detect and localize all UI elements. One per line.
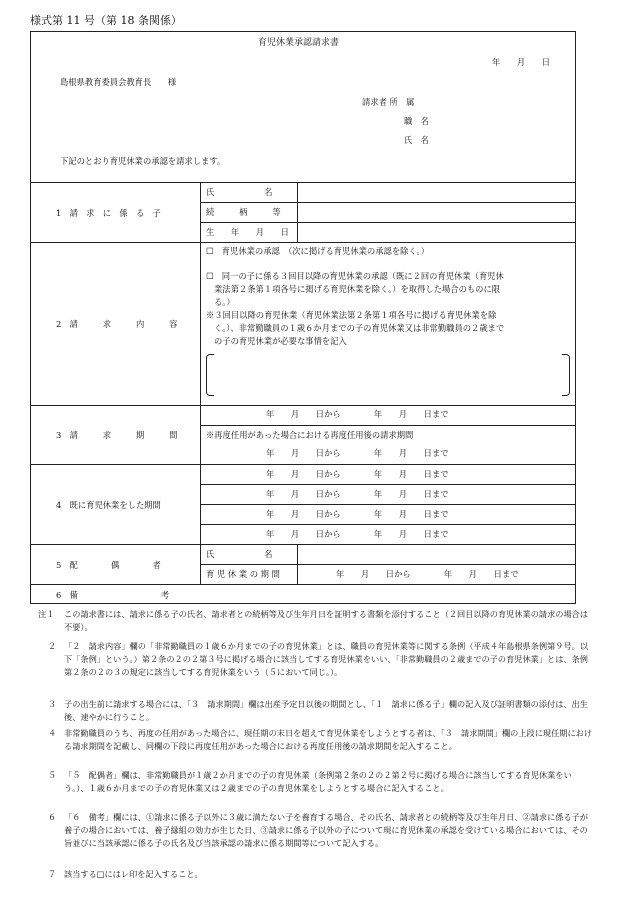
section5-label: 5 配 偶 者 — [56, 560, 161, 570]
option-third-leave-line2: 業法第２条第１項各号に掲げる育児休業を除く。）を取得した場合のものに限 — [214, 284, 501, 294]
section4-label: 4 既に育児休業をした期間 — [56, 500, 161, 510]
note-number: ６ — [48, 812, 57, 822]
reason-note-line2: く。）、非常勤職員の１歳６か月までの子の育児休業又は非常勤職員の２歳まで — [214, 323, 505, 333]
intro-text: 下記のとおり育児休業の承認を請求します。 — [60, 156, 226, 166]
child-birth-field[interactable] — [300, 224, 574, 240]
requester-affiliation-label: 請求者 所 属 — [362, 97, 415, 107]
requester-post-label: 職 名 — [404, 116, 429, 126]
requester-name-label: 氏 名 — [404, 135, 429, 145]
note-number: ５ — [48, 770, 57, 780]
note-number: 注１ — [38, 609, 55, 619]
note-text: 「２ 請求内容」欄の「非常勤職員の１歳６か月までの子の育児休業」とは、職員の育児休業等に関する条例（平成４年島根県条例第９号。以下「条例」という。）第２条の２の２第３号に掲げる場合に該当してする育児休業をいい、「非常勤職員の２歳までの子の育児休業」とは、条例第２条の２の３の規定に該当してする育児休業をいう（５において同じ。）。 — [64, 641, 589, 677]
note-text: 「６ 備考」欄には、①請求に係る子以外に３歳に満たない子を養育する場合、その氏名、請求者との続柄等及び生年月日、②請求に係る子が養子の場合においては、養子縁組の効力が生じた日、③請求に係る子以外の子について現に育児休業の承認を受けている場合においては、その旨並びに当該承認に係る子の氏名及び当該承認の請求に係る期間等について記入する。 — [64, 812, 589, 848]
child-birth-label: 生 年 月 日 — [206, 227, 289, 237]
note-number: ２ — [48, 641, 57, 651]
reappointment-note: ※再度任用があった場合における再度任用後の請求期間 — [206, 430, 414, 440]
note-text: 非常勤職員のうち、再度の任用があった場合に、現任期の末日を超えて育児休業をしようとする者は、「３ 請求期間」欄の上段に現任期における請求期間を記載し、同欄の下段に再度任用があった場合における再度任用後の請求期間を記入すること。 — [64, 728, 593, 751]
form-number-header: 様式第 11 号（第 18 条関係） — [30, 14, 182, 27]
child-relation-label: 続 柄 等 — [206, 207, 281, 217]
section2-label: 2 請 求 内 容 — [56, 319, 178, 329]
past-period-3[interactable]: 年 月 日から 年 月 日まで — [266, 509, 449, 519]
section3-label: 3 請 求 期 間 — [56, 430, 178, 440]
note-text: この請求書には、請求に係る子の氏名、請求者との続柄等及び生年月日を証明する書類を添付すること（２回目以降の育児休業の請求の場合は不要）。 — [64, 609, 589, 632]
note-number: ４ — [48, 728, 57, 738]
request-period-reappointed[interactable]: 年 月 日から 年 月 日まで — [266, 448, 449, 458]
reason-input-area[interactable] — [216, 356, 560, 394]
option-standard-leave[interactable]: ☐ 育児休業の承認 （次に掲げる育児休業の承認を除く。） — [206, 246, 429, 256]
child-name-field[interactable] — [300, 184, 574, 200]
request-period[interactable]: 年 月 日から 年 月 日まで — [266, 409, 449, 419]
option-third-leave-line3: る。） — [214, 297, 235, 307]
addressee: 島根県教育委員会教育長 様 — [60, 77, 177, 87]
reason-bracket-right — [562, 354, 570, 396]
spouse-name-label: 氏 名 — [206, 549, 273, 559]
past-period-4[interactable]: 年 月 日から 年 月 日まで — [266, 529, 449, 539]
section6-label: 6 備 考 — [56, 590, 170, 600]
child-name-label: 氏 名 — [206, 187, 273, 197]
spouse-leave-period[interactable]: 年 月 日から 年 月 日まで — [336, 569, 519, 579]
child-relation-field[interactable] — [300, 204, 574, 220]
past-period-1[interactable]: 年 月 日から 年 月 日まで — [266, 469, 449, 479]
date-line[interactable]: 年 月 日 — [492, 57, 551, 67]
note-text: 該当する□にはレ印を記入すること。 — [64, 869, 203, 879]
reason-note-line3: の子の育児休業が必要な事情を記入 — [214, 336, 347, 346]
option-third-leave[interactable]: ☐ 同一の子に係る３回目以降の育児休業の承認（既に２回の育児休業（育児休 — [206, 271, 504, 281]
note-text: 「５ 配偶者」欄は、非常勤職員が１歳２か月までの子の育児休業（条例第２条の２の２第２号に掲げる場合に該当してする育児休業をいう。）、１歳６か月までの子の育児休業又は２歳までの子の育児休業をしようとする場合に記入すること。 — [64, 770, 572, 793]
note-number: ７ — [48, 869, 57, 879]
past-period-2[interactable]: 年 月 日から 年 月 日まで — [266, 489, 449, 499]
note-text: 子の出生前に請求する場合には、「３ 請求期間」欄は出産予定日以後の期間とし、「１ 請求に係る子」欄の記入及び証明書類の添付は、出生後、速やかに行うこと。 — [64, 699, 588, 722]
section1-label: 1 請 求 に 係 る 子 — [56, 208, 161, 218]
spouse-name-field[interactable] — [300, 546, 574, 562]
note-number: ３ — [48, 699, 57, 709]
reason-bracket-left — [206, 354, 214, 396]
remarks-field[interactable] — [202, 586, 574, 602]
spouse-period-label: 育 児 休 業 の 期 間 — [206, 569, 280, 579]
form-title: 育児休業承認請求書 — [258, 38, 340, 48]
reason-note-line1: ※３回目以降の育児休業（育児休業法第２条第１項各号に掲げる育児休業を除 — [206, 310, 497, 320]
